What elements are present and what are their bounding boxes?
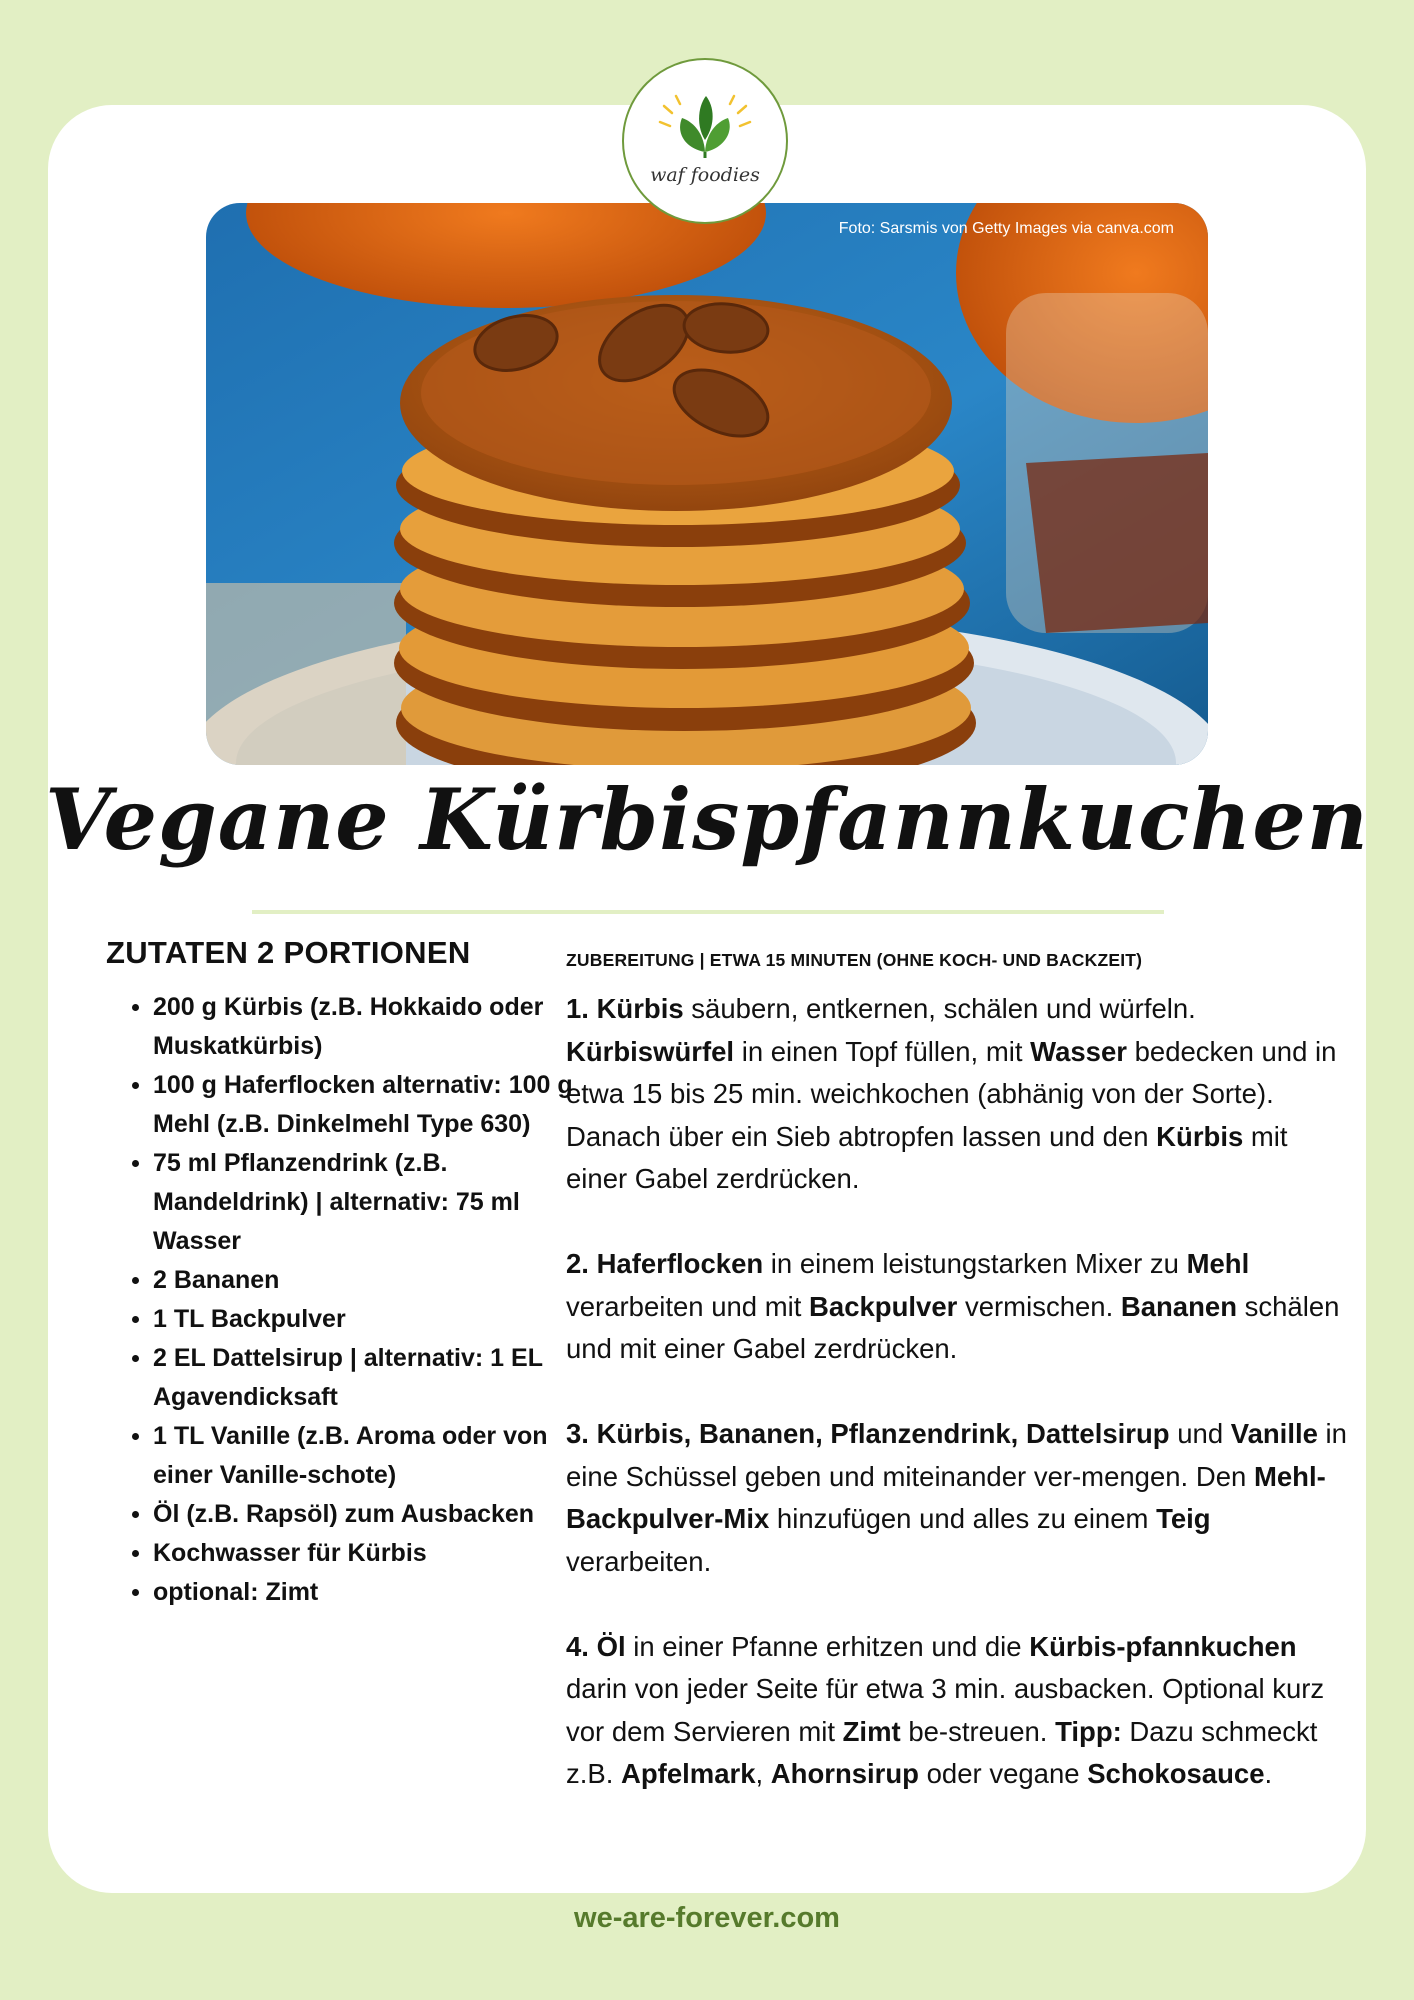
step-text: verarbeiten und mit <box>566 1290 810 1322</box>
photo-credit: Foto: Sarsmis von Getty Images via canva.com <box>838 220 1174 237</box>
ingredients-list <box>106 988 583 1612</box>
step-highlight: Ahornsirup <box>770 1758 919 1789</box>
pancake-stack-image <box>206 203 1208 765</box>
preparation-step <box>566 1243 1356 1371</box>
preparation-steps <box>566 988 1356 1838</box>
step-text: vermischen. <box>957 1290 1121 1322</box>
step-text: be-streuen. <box>900 1715 1056 1747</box>
step-text: säubern, entkernen, schälen und würfeln. <box>683 993 1196 1024</box>
ingredient-item: • 2 Bananen <box>153 1261 583 1300</box>
title-divider <box>252 910 1164 914</box>
step-text: schälen und mit einer Gabel zerdrücken. <box>566 1290 1340 1364</box>
step-text: Dazu schmeckt z.B. <box>566 1715 1318 1789</box>
ingredient-item: • 75 ml Pflanzendrink (z.B. Mandeldrink) | alternativ: 75 ml Wasser <box>153 1144 583 1261</box>
step-highlight: 4. Öl <box>566 1630 626 1662</box>
step-highlight: 2. Haferflocken <box>566 1248 764 1279</box>
preparation-step <box>566 1626 1356 1796</box>
step-highlight: 3. Kürbis, Bananen, Pflanzendrink, Dattelsirup <box>566 1418 1170 1449</box>
recipe-title: Vegane Kürbispfannkuchen <box>45 770 1369 869</box>
ingredients-heading: ZUTATEN 2 PORTIONEN <box>106 935 471 970</box>
step-text: in einer Pfanne erhitzen und die <box>625 1630 1030 1662</box>
step-highlight: Teig <box>1156 1503 1211 1534</box>
ingredient-item: • 200 g Kürbis (z.B. Hokkaido oder Muskatkürbis) <box>153 988 583 1066</box>
footer-url[interactable]: we-are-forever.com <box>574 1902 840 1934</box>
step-text: in einen Topf füllen, mit <box>734 1035 1031 1067</box>
ingredient-item: • 2 EL Dattelsirup | alternativ: 1 EL Agavendicksaft <box>153 1339 583 1417</box>
step-text: darin von jeder Seite für etwa 3 min. ausbacken. Optional kurz vor dem Servieren mit <box>566 1673 1325 1747</box>
step-text: . <box>1264 1758 1273 1789</box>
preparation-step <box>566 1413 1356 1583</box>
pancake-photo <box>206 203 1208 765</box>
step-text: und <box>1169 1418 1231 1449</box>
ingredient-item: • 1 TL Backpulver <box>153 1300 583 1339</box>
step-highlight: Wasser <box>1030 1035 1127 1067</box>
step-text: , <box>755 1758 771 1789</box>
step-text: in eine Schüssel geben und miteinander ver-mengen. Den <box>566 1418 1347 1492</box>
step-text: mit einer Gabel zerdrücken. <box>566 1120 1288 1194</box>
step-text: in einem leistungstarken Mixer zu <box>763 1248 1187 1279</box>
step-highlight: Kürbis <box>1156 1120 1244 1152</box>
ingredient-item: • optional: Zimt <box>153 1573 583 1612</box>
step-highlight: Tipp: <box>1055 1715 1122 1747</box>
ingredient-item: • 100 g Haferflocken alternativ: 100 g Mehl (z.B. Dinkelmehl Type 630) <box>153 1066 583 1144</box>
step-highlight: Mehl <box>1186 1248 1250 1279</box>
step-highlight: Zimt <box>842 1715 901 1747</box>
step-highlight: Mehl-Backpulver-Mix <box>566 1460 1326 1534</box>
ingredient-item: • Kochwasser für Kürbis <box>153 1534 583 1573</box>
step-highlight: Apfelmark <box>621 1758 756 1789</box>
step-highlight: Kürbis-pfannkuchen <box>1029 1630 1297 1662</box>
preparation-heading: ZUBEREITUNG | ETWA 15 MINUTEN (OHNE KOCH- UND BACKZEIT) <box>566 950 1143 970</box>
step-highlight: Schokosauce <box>1087 1758 1265 1789</box>
preparation-step <box>566 988 1356 1201</box>
basil-leaves-icon <box>624 60 786 222</box>
step-highlight: Kürbiswürfel <box>566 1035 735 1067</box>
step-text: hinzufügen und alles zu einem <box>769 1503 1157 1534</box>
waf-foodies-logo <box>622 58 788 224</box>
step-text: oder vegane <box>919 1758 1088 1789</box>
step-highlight: Backpulver <box>809 1290 958 1322</box>
step-highlight: 1. Kürbis <box>566 993 684 1024</box>
step-highlight: Vanille <box>1230 1418 1318 1449</box>
step-text: verarbeiten. <box>566 1545 712 1577</box>
ingredient-item: • 1 TL Vanille (z.B. Aroma oder von einer Vanille-schote) <box>153 1417 583 1495</box>
logo-text: waf foodies <box>650 164 760 186</box>
ingredient-item: • Öl (z.B. Rapsöl) zum Ausbacken <box>153 1495 583 1534</box>
step-highlight: Bananen <box>1120 1290 1237 1322</box>
step-text: bedecken und in etwa 15 bis 25 min. weichkochen (abhänig von der Sorte). Danach über ein Sieb abtropfen lassen und den <box>566 1035 1337 1152</box>
